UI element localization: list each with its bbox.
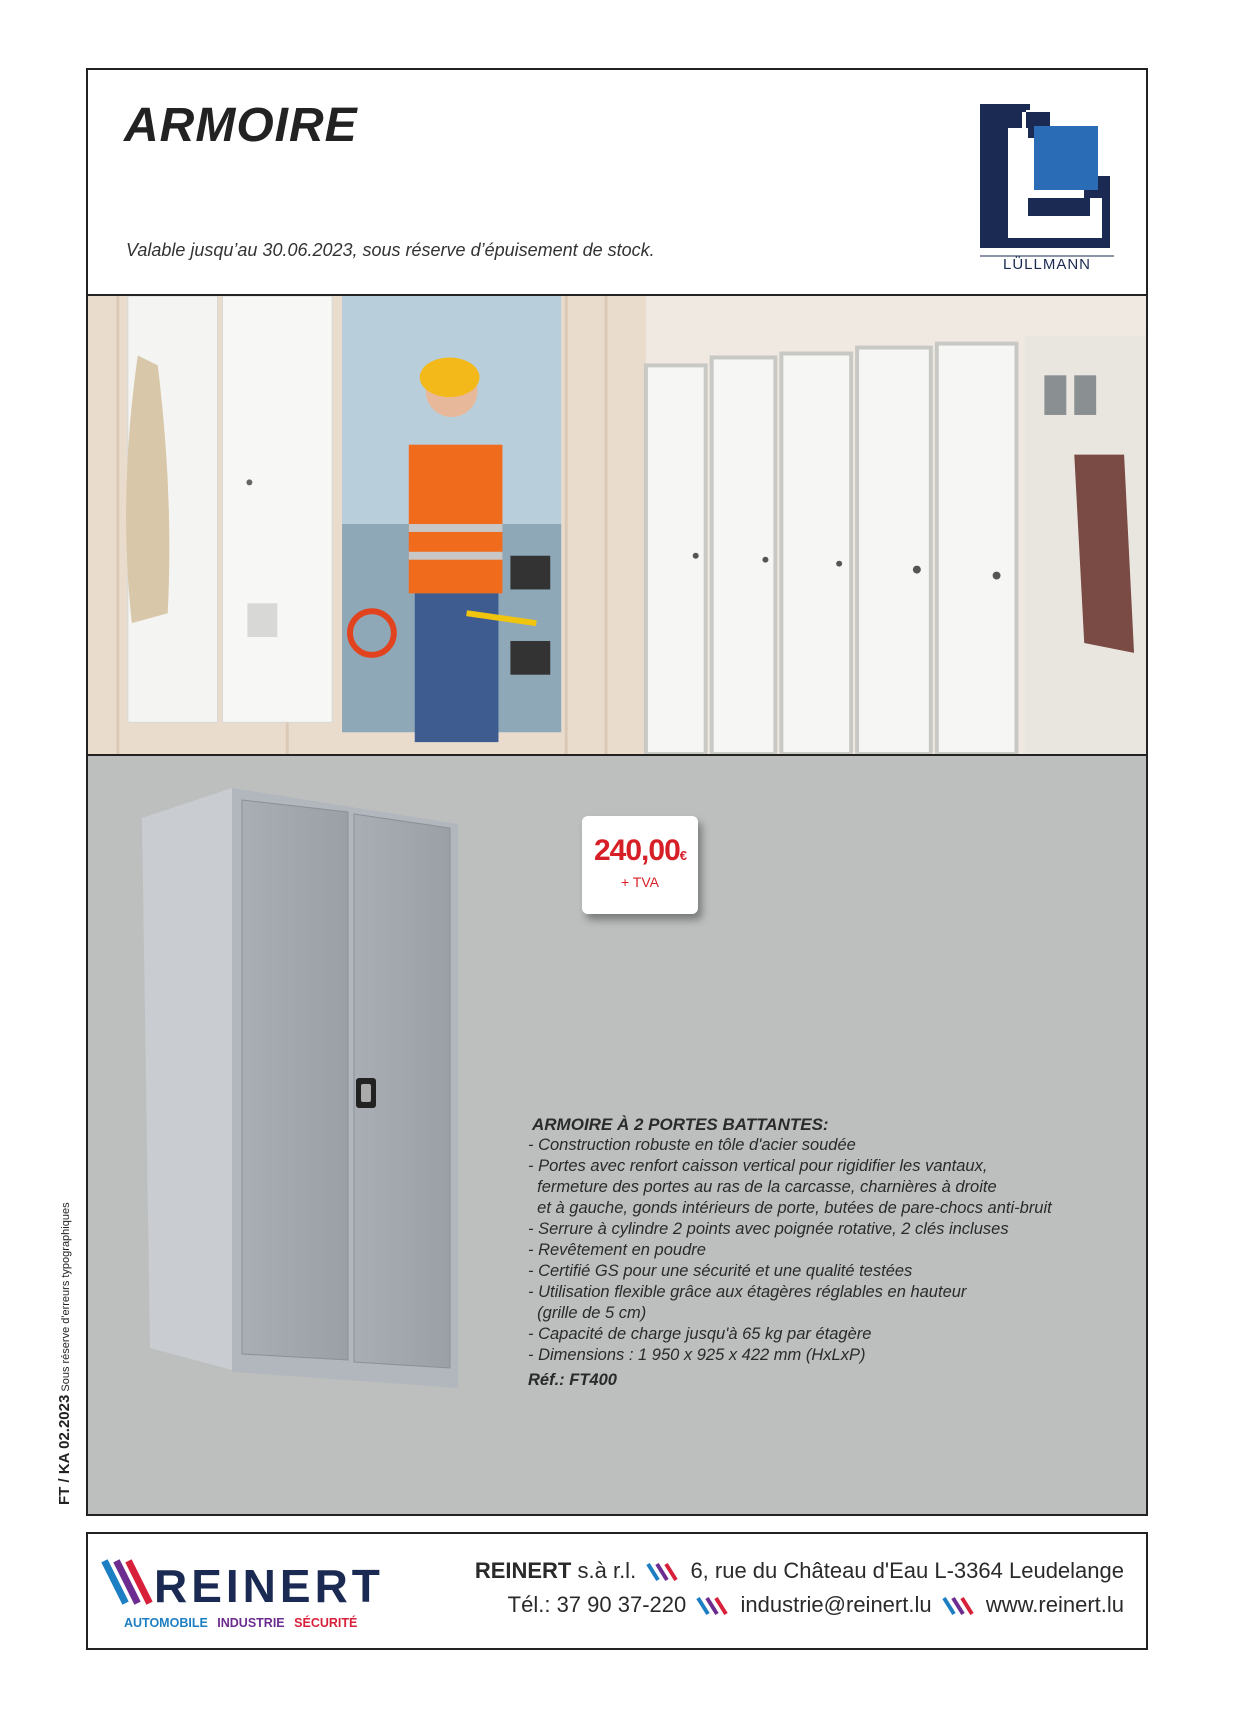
product-description <box>528 1114 1128 1391</box>
price-tag <box>582 816 698 914</box>
tagline-industrie: INDUSTRIE <box>217 1616 285 1630</box>
footer <box>86 1532 1148 1650</box>
tagline-automobile: AUTOMOBILE <box>124 1616 208 1630</box>
product-section <box>88 756 1146 1516</box>
lullmann-wordmark: LÜLLMANN <box>1002 256 1092 273</box>
divider-slashes-icon <box>942 1596 976 1616</box>
feature-line: - Portes avec renfort caisson vertical pour rigidifier les vantaux, <box>528 1157 988 1175</box>
logo-wordmark: REINERT <box>154 1560 384 1612</box>
contact-line <box>475 1588 1124 1622</box>
website-link[interactable]: www.reinert.lu <box>985 1592 1124 1617</box>
locker-room-photo <box>88 294 1146 756</box>
feature-line: fermeture des portes au ras de la carcasse, charnières à droite <box>528 1178 997 1196</box>
feature-list <box>528 1135 1128 1366</box>
feature-line: - Certifié GS pour une sécurité et une qualité testées <box>528 1262 913 1280</box>
product-reference: Réf.: FT400 <box>528 1371 617 1389</box>
feature-line: - Utilisation flexible grâce aux étagères réglables en hauteur <box>528 1283 967 1301</box>
feature-line: - Construction robuste en tôle d'acier soudée <box>528 1136 856 1154</box>
reinert-tagline <box>124 1616 357 1630</box>
price-currency: € <box>679 848 686 863</box>
description-title: ARMOIRE À 2 PORTES BATTANTES: <box>532 1115 829 1134</box>
header <box>88 70 1146 294</box>
address-line <box>475 1554 1124 1588</box>
phone-number: Tél.: 37 90 37-220 <box>507 1592 687 1617</box>
cabinet-image <box>142 788 502 1388</box>
contact-block <box>475 1554 1124 1622</box>
email-link[interactable]: industrie@reinert.lu <box>740 1592 932 1617</box>
feature-line: - Dimensions : 1 950 x 925 x 422 mm (HxLxP) <box>528 1346 866 1364</box>
feature-line: - Capacité de charge jusqu'à 65 kg par étagère <box>528 1325 872 1343</box>
street-address: 6, rue du Château d'Eau L-3364 Leudelange <box>690 1558 1124 1583</box>
feature-line: - Serrure à cylindre 2 points avec poignée rotative, 2 clés incluses <box>528 1220 1009 1238</box>
typo-disclaimer: Sous réserve d'erreurs typographiques <box>60 1202 72 1392</box>
price-tax-note: + TVA <box>620 874 659 890</box>
page-title: ARMOIRE <box>124 99 358 152</box>
company-suffix: s.à r.l. <box>577 1558 637 1583</box>
price-amount: 240,00 <box>594 834 680 867</box>
reinert-logo <box>100 1554 390 1620</box>
company-name: REINERT <box>474 1558 572 1583</box>
validity-note: Valable jusqu’au 30.06.2023, sous réserve d’épuisement de stock. <box>126 240 655 260</box>
divider-slashes-icon <box>696 1596 730 1616</box>
print-note <box>56 1202 73 1505</box>
lullmann-logo <box>974 98 1120 276</box>
feature-line: - Revêtement en poudre <box>528 1241 706 1259</box>
document-code: FT / KA 02.2023 <box>56 1394 73 1505</box>
feature-line: et à gauche, gonds intérieurs de porte, butées de pare-chocs anti-bruit <box>528 1199 1052 1217</box>
divider-slashes-icon <box>646 1562 680 1582</box>
offer-sheet <box>86 68 1148 1516</box>
tagline-securite: SÉCURITÉ <box>294 1616 358 1630</box>
feature-line: (grille de 5 cm) <box>528 1304 647 1322</box>
